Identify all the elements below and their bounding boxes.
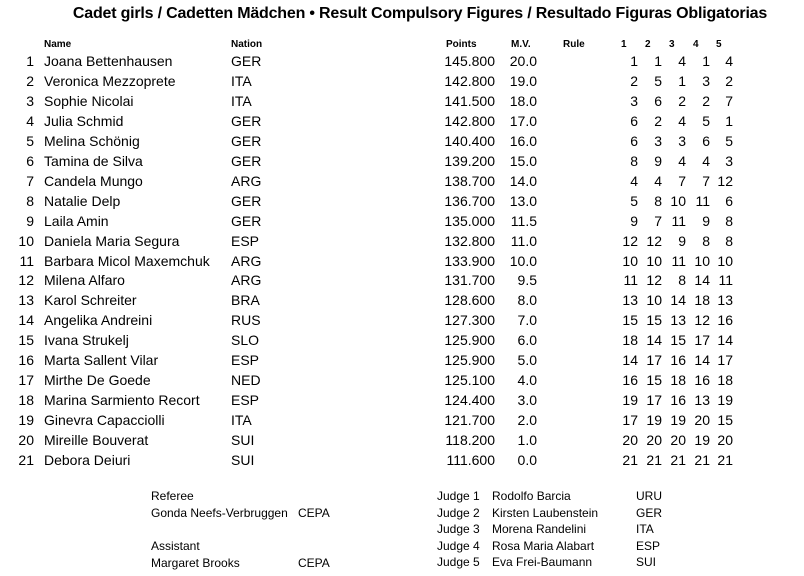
points-cell: 125.900 <box>444 332 495 349</box>
rank-cell: 15 <box>18 332 34 349</box>
name-cell: Joana Bettenhausen <box>44 53 173 69</box>
judge-name: Kirsten Laubenstein <box>492 505 599 520</box>
judge-4-placing: 20 <box>694 412 710 429</box>
judge-name: Rosa Maria Alabart <box>492 538 595 553</box>
table-row <box>0 72 804 92</box>
judge-4-placing: 3 <box>702 72 710 89</box>
judge-label: Judge 2 <box>437 505 480 520</box>
judge-3-placing: 21 <box>670 452 686 468</box>
rank-cell: 2 <box>26 72 34 89</box>
judge-1-placing: 14 <box>622 352 638 369</box>
table-row <box>0 152 804 172</box>
judge-2-placing: 12 <box>646 232 662 249</box>
assistant-org: CEPA <box>298 556 330 570</box>
judge-3-placing: 20 <box>670 432 686 449</box>
mv-cell: 7.0 <box>517 312 537 329</box>
judge-3-placing: 16 <box>670 392 686 409</box>
points-cell: 136.700 <box>444 192 495 209</box>
judge-4-placing: 14 <box>694 272 710 289</box>
rank-cell: 19 <box>18 412 34 429</box>
judge-1-placing: 6 <box>630 112 638 129</box>
judge-4-placing: 9 <box>702 212 710 229</box>
judge-1-placing: 9 <box>630 212 638 229</box>
judge-4-placing: 10 <box>694 252 710 269</box>
judge-2-placing: 15 <box>646 312 662 329</box>
judge-1-placing: 1 <box>630 53 638 69</box>
table-row <box>0 331 804 351</box>
judge-3-placing: 9 <box>678 232 686 249</box>
nation-cell: RUS <box>231 312 261 329</box>
mv-cell: 9.5 <box>517 272 537 289</box>
table-row <box>0 112 804 132</box>
rank-cell: 16 <box>18 352 34 369</box>
judge-3-placing: 18 <box>670 372 686 389</box>
judge-1-placing: 8 <box>630 152 638 169</box>
judge-5-placing: 21 <box>717 452 733 468</box>
mv-cell: 2.0 <box>517 412 537 429</box>
judge-1-placing: 18 <box>622 332 638 349</box>
judge-nation: SUI <box>636 555 657 570</box>
name-cell: Angelika Andreini <box>44 312 153 329</box>
judge-4-placing: 1 <box>702 53 710 69</box>
mv-cell: 6.0 <box>517 332 537 349</box>
judge-3-placing: 1 <box>678 72 686 89</box>
judge-3-placing: 4 <box>678 152 686 169</box>
name-cell: Candela Mungo <box>44 172 143 189</box>
points-cell: 125.100 <box>444 372 495 389</box>
mv-cell: 10.0 <box>509 252 537 269</box>
name-cell: Ginevra Capacciolli <box>44 412 165 429</box>
judge-4-placing: 18 <box>694 292 710 309</box>
nation-cell: ITA <box>231 92 252 109</box>
mv-cell: 17.0 <box>509 112 537 129</box>
judge-3-placing: 8 <box>678 272 686 289</box>
nation-cell: GER <box>231 152 262 169</box>
judge-1-placing: 2 <box>630 72 638 89</box>
nation-cell: SLO <box>231 332 260 349</box>
judge-1-placing: 3 <box>630 92 638 109</box>
assistant-name: Margaret Brooks <box>151 556 240 570</box>
name-cell: Mirthe De Goede <box>44 372 151 389</box>
judge-4-placing: 6 <box>702 132 710 149</box>
judge-1-placing: 19 <box>622 392 638 409</box>
table-row <box>0 192 804 212</box>
mv-cell: 16.0 <box>509 132 537 149</box>
judge-5-placing: 14 <box>717 332 733 349</box>
name-cell: Veronica Mezzoprete <box>44 72 176 89</box>
judge-name: Rodolfo Barcia <box>492 489 571 503</box>
name-cell: Debora Deiuri <box>44 452 131 468</box>
table-row <box>0 92 804 112</box>
points-cell: 141.500 <box>444 92 495 109</box>
judge-nation: URU <box>636 489 662 503</box>
assistant-label: Assistant <box>151 539 200 553</box>
rank-cell: 8 <box>26 192 34 209</box>
judge-4-placing: 17 <box>694 332 710 349</box>
mv-cell: 1.0 <box>517 432 537 449</box>
mv-cell: 20.0 <box>509 53 537 69</box>
judge-2-placing: 10 <box>646 292 662 309</box>
judge-3-placing: 2 <box>678 92 686 109</box>
nation-cell: ITA <box>231 72 252 89</box>
judge-nation: ITA <box>636 522 654 537</box>
judge-2-placing: 15 <box>646 372 662 389</box>
points-cell: 111.600 <box>446 452 495 468</box>
judge-1-placing: 21 <box>622 452 638 468</box>
points-cell: 128.600 <box>444 292 495 309</box>
mv-cell: 3.0 <box>517 392 537 409</box>
nation-cell: SUI <box>231 452 255 468</box>
name-cell: Tamina de Silva <box>44 152 143 169</box>
name-cell: Sophie Nicolai <box>44 92 134 109</box>
header-judge-1: 1 <box>621 39 627 50</box>
judge-2-placing: 21 <box>646 452 662 468</box>
judge-name: Eva Frei-Baumann <box>492 555 593 570</box>
judge-2-placing: 10 <box>646 252 662 269</box>
judge-2-placing: 17 <box>646 352 662 369</box>
judge-2-placing: 17 <box>646 392 662 409</box>
judge-4-placing: 7 <box>702 172 710 189</box>
judge-3-placing: 15 <box>670 332 686 349</box>
judge-label: Judge 4 <box>437 538 480 553</box>
table-row <box>0 232 804 252</box>
judge-3-placing: 14 <box>670 292 686 309</box>
judge-4-placing: 19 <box>694 432 710 449</box>
mv-cell: 19.0 <box>509 72 537 89</box>
judge-4-placing: 14 <box>694 352 710 369</box>
points-cell: 140.400 <box>444 132 495 149</box>
judge-5-placing: 6 <box>725 192 733 209</box>
rank-cell: 12 <box>18 272 34 289</box>
header-points: Points <box>446 39 477 50</box>
judge-name: Morena Randelini <box>492 522 587 537</box>
mv-cell: 13.0 <box>509 192 537 209</box>
page-title: Cadet girls / Cadetten Mädchen • Result Compulsory Figures / Resultado Figuras Obligatorias <box>72 5 768 22</box>
judge-1-placing: 10 <box>622 252 638 269</box>
table-row <box>0 172 804 192</box>
rank-cell: 21 <box>18 452 34 468</box>
table-row <box>0 291 804 311</box>
table-row <box>0 411 804 431</box>
rank-cell: 13 <box>18 292 34 309</box>
rank-cell: 6 <box>26 152 34 169</box>
points-cell: 118.200 <box>445 432 495 449</box>
header-nation: Nation <box>231 39 263 50</box>
table-row <box>0 212 804 232</box>
points-cell: 127.300 <box>444 312 495 329</box>
nation-cell: GER <box>231 132 262 149</box>
header-judge-3: 3 <box>669 39 675 50</box>
points-cell: 125.900 <box>444 352 495 369</box>
points-cell: 139.200 <box>444 152 495 169</box>
judge-4-placing: 11 <box>695 192 710 209</box>
table-row <box>0 132 804 152</box>
nation-cell: GER <box>231 112 262 129</box>
name-cell: Milena Alfaro <box>44 272 125 289</box>
judge-5-placing: 3 <box>725 152 733 169</box>
nation-cell: GER <box>231 192 262 209</box>
judge-5-placing: 8 <box>725 212 733 229</box>
rank-cell: 3 <box>26 92 34 109</box>
judge-2-placing: 12 <box>646 272 662 289</box>
judge-1-placing: 6 <box>630 132 638 149</box>
judge-5-placing: 11 <box>718 272 733 289</box>
points-cell: 133.900 <box>444 252 495 269</box>
referee-name: Gonda Neefs-Verbruggen <box>151 506 288 520</box>
judge-5-placing: 8 <box>725 232 733 249</box>
name-cell: Melina Schönig <box>44 132 140 149</box>
nation-cell: NED <box>231 372 261 389</box>
points-cell: 135.000 <box>444 212 495 229</box>
nation-cell: ESP <box>231 352 260 369</box>
table-row <box>0 52 804 72</box>
judge-3-placing: 16 <box>670 352 686 369</box>
referee-label: Referee <box>151 489 194 503</box>
referee-org: CEPA <box>298 506 330 520</box>
points-cell: 131.700 <box>444 272 495 289</box>
name-cell: Laila Amin <box>44 212 109 229</box>
judge-1-placing: 13 <box>622 292 638 309</box>
judge-1-placing: 4 <box>630 172 638 189</box>
judge-label: Judge 5 <box>437 555 480 570</box>
judge-2-placing: 7 <box>654 212 662 229</box>
judge-5-placing: 15 <box>717 412 733 429</box>
judge-3-placing: 11 <box>671 212 686 229</box>
judge-2-placing: 20 <box>646 432 662 449</box>
rank-cell: 18 <box>18 392 34 409</box>
judge-1-placing: 11 <box>623 272 638 289</box>
judge-5-placing: 16 <box>717 312 733 329</box>
judge-3-placing: 4 <box>678 53 686 69</box>
nation-cell: ARG <box>231 172 262 189</box>
header-judge-2: 2 <box>645 39 651 50</box>
judge-2-placing: 1 <box>654 53 662 69</box>
name-cell: Karol Schreiter <box>44 292 137 309</box>
judge-4-placing: 13 <box>694 392 710 409</box>
header-mv: M.V. <box>511 39 531 50</box>
rank-cell: 20 <box>18 432 34 449</box>
rank-cell: 1 <box>26 53 34 69</box>
rank-cell: 7 <box>26 172 34 189</box>
mv-cell: 11.0 <box>510 232 537 249</box>
mv-cell: 4.0 <box>517 372 537 389</box>
name-cell: Natalie Delp <box>44 192 121 209</box>
judge-3-placing: 3 <box>678 132 686 149</box>
judge-3-placing: 13 <box>670 312 686 329</box>
judge-3-placing: 10 <box>670 192 686 209</box>
nation-cell: ARG <box>231 252 262 269</box>
mv-cell: 8.0 <box>517 292 537 309</box>
table-row <box>0 311 804 331</box>
judge-nation: ESP <box>636 538 661 553</box>
nation-cell: ESP <box>231 392 260 409</box>
rank-cell: 9 <box>26 212 34 229</box>
nation-cell: GER <box>231 212 262 229</box>
name-cell: Marina Sarmiento Recort <box>44 392 200 409</box>
mv-cell: 14.0 <box>509 172 537 189</box>
judge-5-placing: 2 <box>725 72 733 89</box>
name-cell: Barbara Micol Maxemchuk <box>44 252 210 269</box>
mv-cell: 0.0 <box>517 452 537 468</box>
rank-cell: 17 <box>18 372 34 389</box>
judge-3-placing: 19 <box>670 412 686 429</box>
points-cell: 121.700 <box>444 412 495 429</box>
judge-5-placing: 13 <box>717 292 733 309</box>
judge-2-placing: 19 <box>646 412 662 429</box>
judge-4-placing: 8 <box>702 232 710 249</box>
judge-2-placing: 6 <box>654 92 662 109</box>
nation-cell: ESP <box>231 232 260 249</box>
judge-2-placing: 14 <box>646 332 662 349</box>
judge-1-placing: 5 <box>630 192 638 209</box>
judge-1-placing: 17 <box>622 412 638 429</box>
judge-1-placing: 16 <box>622 372 638 389</box>
rank-cell: 5 <box>26 132 34 149</box>
judge-5-placing: 1 <box>725 112 733 129</box>
judge-5-placing: 7 <box>725 92 733 109</box>
points-cell: 142.800 <box>444 72 495 89</box>
nation-cell: ARG <box>231 272 262 289</box>
judge-5-placing: 10 <box>717 252 733 269</box>
judge-4-placing: 21 <box>694 452 710 468</box>
points-cell: 124.400 <box>444 392 495 409</box>
judge-5-placing: 20 <box>717 432 733 449</box>
judge-2-placing: 9 <box>654 152 662 169</box>
judge-label: Judge 1 <box>437 489 480 503</box>
nation-cell: SUI <box>231 432 255 449</box>
judge-1-placing: 15 <box>622 312 638 329</box>
judge-3-placing: 7 <box>678 172 686 189</box>
judge-2-placing: 8 <box>654 192 662 209</box>
judge-4-placing: 2 <box>702 92 710 109</box>
judge-5-placing: 12 <box>717 172 733 189</box>
judge-4-placing: 16 <box>694 372 710 389</box>
header-name: Name <box>44 39 72 50</box>
table-row <box>0 391 804 411</box>
rank-cell: 4 <box>26 112 34 129</box>
table-row <box>0 431 804 451</box>
header-judge-5: 5 <box>716 39 722 50</box>
table-row <box>0 252 804 272</box>
mv-cell: 5.0 <box>517 352 537 369</box>
judge-1-placing: 12 <box>622 232 638 249</box>
table-row <box>0 451 804 471</box>
rank-cell: 14 <box>18 312 34 329</box>
judge-3-placing: 4 <box>678 112 686 129</box>
name-cell: Mireille Bouverat <box>44 432 149 449</box>
points-cell: 145.800 <box>444 53 495 69</box>
judge-2-placing: 5 <box>654 72 662 89</box>
rank-cell: 11 <box>19 252 34 269</box>
judge-2-placing: 4 <box>654 172 662 189</box>
mv-cell: 11.5 <box>510 212 537 229</box>
table-row <box>0 351 804 371</box>
nation-cell: BRA <box>231 292 260 309</box>
judge-nation: GER <box>636 505 663 520</box>
judge-5-placing: 18 <box>717 372 733 389</box>
mv-cell: 15.0 <box>509 152 537 169</box>
nation-cell: ITA <box>231 412 252 429</box>
judge-1-placing: 20 <box>622 432 638 449</box>
name-cell: Marta Sallent Vilar <box>44 352 159 369</box>
table-row <box>0 271 804 291</box>
nation-cell: GER <box>231 53 262 69</box>
table-row <box>0 371 804 391</box>
judge-2-placing: 3 <box>654 132 662 149</box>
judge-5-placing: 17 <box>717 352 733 369</box>
judge-5-placing: 5 <box>725 132 733 149</box>
judge-2-placing: 2 <box>654 112 662 129</box>
judge-4-placing: 12 <box>694 312 710 329</box>
rank-cell: 10 <box>18 232 34 249</box>
judge-5-placing: 19 <box>717 392 733 409</box>
name-cell: Ivana Strukelj <box>44 332 129 349</box>
name-cell: Daniela Maria Segura <box>44 232 180 249</box>
judge-label: Judge 3 <box>437 522 480 537</box>
points-cell: 142.800 <box>444 112 495 129</box>
points-cell: 132.800 <box>444 232 495 249</box>
points-cell: 138.700 <box>444 172 495 189</box>
header-judge-4: 4 <box>693 39 699 50</box>
mv-cell: 18.0 <box>509 92 537 109</box>
header-rule: Rule <box>563 39 585 50</box>
judge-3-placing: 11 <box>671 252 686 269</box>
name-cell: Julia Schmid <box>44 112 124 129</box>
judge-4-placing: 5 <box>702 112 710 129</box>
judge-5-placing: 4 <box>725 53 733 69</box>
judge-4-placing: 4 <box>702 152 710 169</box>
